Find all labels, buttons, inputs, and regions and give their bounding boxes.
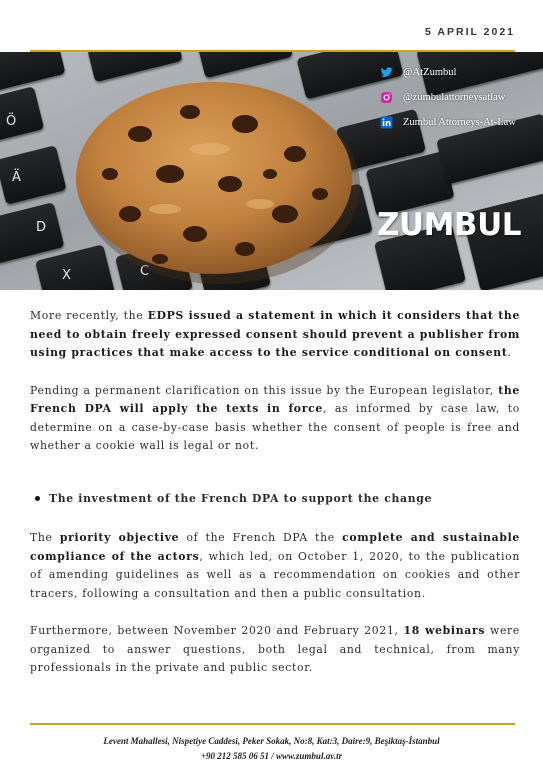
social-twitter[interactable] xyxy=(367,60,527,85)
paragraph-priority xyxy=(30,529,520,603)
social-instagram-handle: @zumbulattorneysatlaw xyxy=(403,92,506,103)
twitter-icon xyxy=(380,66,393,79)
body-text: The xyxy=(30,531,60,544)
body-text: Furthermore, between November 2020 and February 2021, xyxy=(30,624,404,637)
key-glyph: C xyxy=(140,264,150,279)
emphasis-text: EDPS issued a statement in which it considers that the need to obtain freely expressed consent should prevent a publisher from using practices that make access to the service conditional on consent xyxy=(30,309,521,359)
key-glyph: X xyxy=(62,268,71,283)
paragraph-french-dpa xyxy=(30,382,520,456)
footer xyxy=(0,734,543,764)
bullet-heading-text: The investment of the French DPA to support the change xyxy=(49,491,433,505)
body-text: , as informed by case law, to determine on a case-by-case basis whether the consent of people is free and whether a cookie wall is legal or not. xyxy=(30,402,520,452)
body-text: More recently, the xyxy=(30,309,148,322)
linkedin-icon xyxy=(380,116,393,129)
social-linkedin-name: Zumbul Attorneys-At-Law xyxy=(403,117,516,128)
article-body xyxy=(30,307,520,697)
paragraph-edps xyxy=(30,307,520,363)
body-text: , which led, on October 1, 2020, to the publication of amending guidelines as well as a recommendation on cookies and other tracers, following a consultation and then a public consultation. xyxy=(30,549,520,600)
footer-address: Levent Mahallesi, Nispetiye Caddesi, Peker Sokak, No:8, Kat:3, Daire:9, Beşiktaş-İstanbul xyxy=(103,736,440,746)
keyboard-key xyxy=(0,202,65,264)
instagram-icon xyxy=(380,91,393,104)
emphasis-text: complete and sustainable compliance of the actors xyxy=(30,531,520,563)
body-text: . xyxy=(507,346,512,359)
emphasis-text: 18 webinars xyxy=(403,624,486,637)
footer-contact: +90 212 585 06 51 / www.zumbul.av.tr xyxy=(200,751,343,761)
cookie-image xyxy=(70,74,360,289)
body-text: of the French DPA the xyxy=(179,531,343,544)
social-twitter-handle: @AtZumbul xyxy=(403,67,457,78)
hero-image xyxy=(0,52,543,290)
key-glyph: Ä xyxy=(12,170,21,185)
bullet-heading xyxy=(30,490,520,509)
key-glyph: D xyxy=(36,220,47,235)
social-instagram[interactable] xyxy=(367,85,527,110)
document-date: 5 APRIL 2021 xyxy=(425,26,515,38)
emphasis-text: the French DPA will apply the texts in force xyxy=(30,383,520,415)
bottom-divider xyxy=(30,723,515,725)
key-glyph: Ö xyxy=(6,114,17,129)
emphasis-text: priority objective xyxy=(59,531,180,544)
keyboard-key xyxy=(0,145,67,205)
social-linkedin[interactable] xyxy=(367,110,527,135)
brand-logo: ZUMBUL xyxy=(376,207,521,243)
body-text: were organized to answer questions, both legal and technical, from many professionals in the private and public sector. xyxy=(30,624,520,674)
social-links xyxy=(367,60,527,135)
body-text: Pending a permanent clarification on this issue by the European legislator, xyxy=(30,383,499,397)
bullet-dot-icon xyxy=(35,496,40,501)
paragraph-webinars xyxy=(30,622,520,678)
